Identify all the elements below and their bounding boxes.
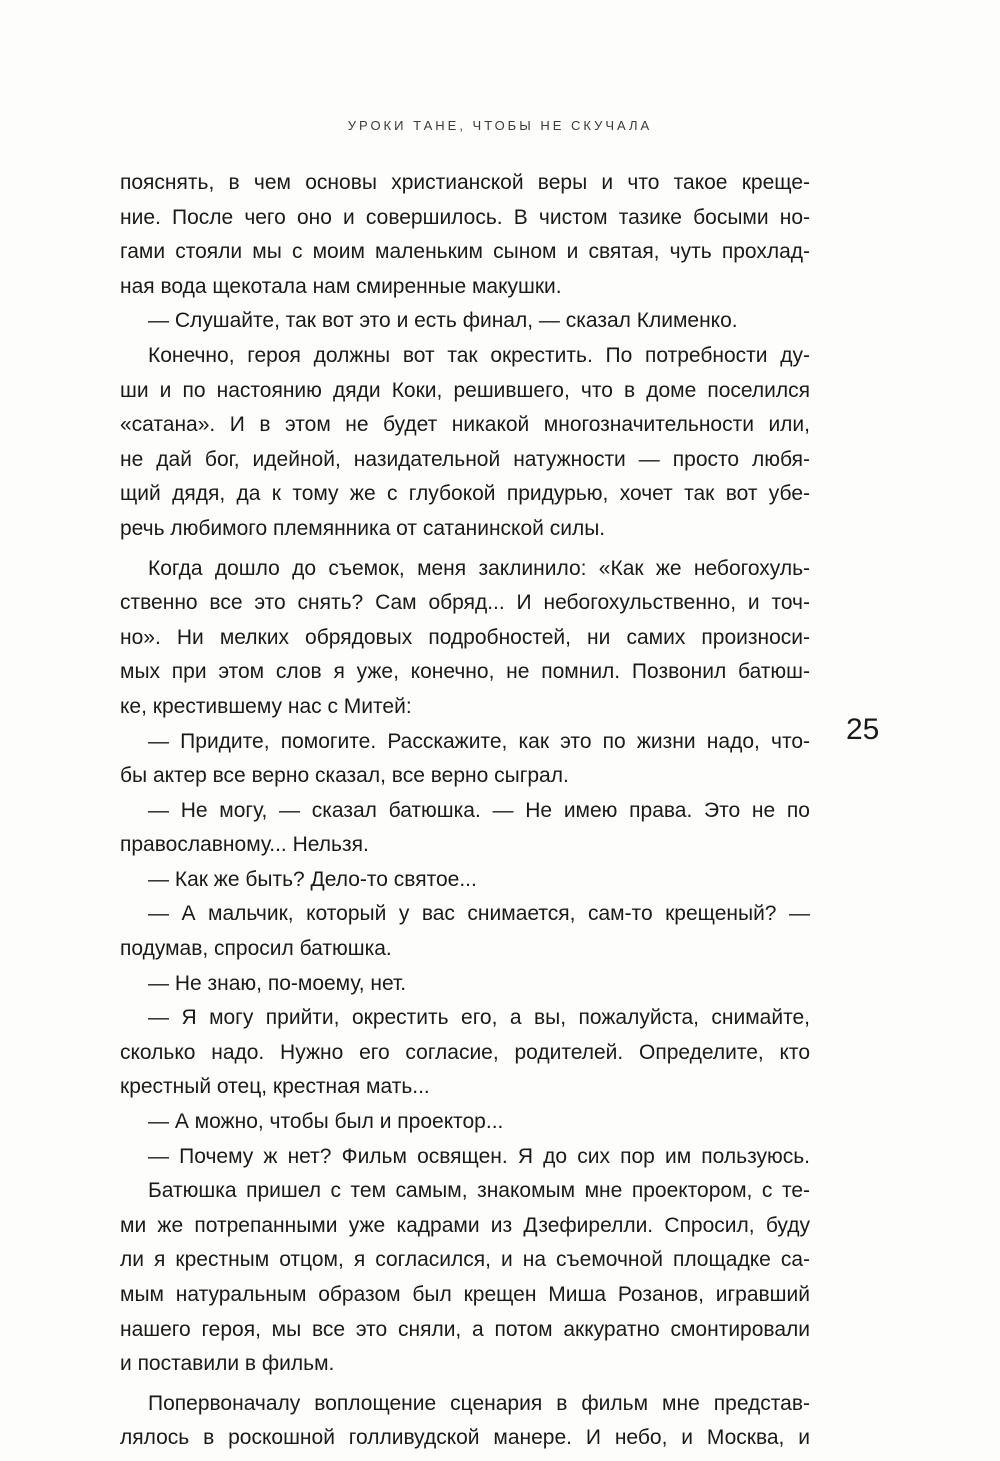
text-line: — А мальчик, который у вас снимается, сам-то крещеный? —: [148, 902, 810, 926]
text-line: Конечно, героя должны вот так окрестить. По потребности ду-: [148, 343, 810, 367]
text-line: бы актер все верно сказал, все верно сыграл.: [120, 764, 569, 788]
text-line: «сатана». И в этом не будет никакой многозначительности или,: [120, 413, 810, 437]
page-number: 25: [846, 713, 880, 746]
text-line: но». Ни мелких обрядовых подробностей, ни самих произноси-: [120, 625, 810, 649]
text-line: — Я могу прийти, окрестить его, а вы, пожалуйста, снимайте,: [148, 1006, 810, 1030]
text-line: и поставили в фильм.: [120, 1352, 335, 1376]
text-line: ке, крестившему нас с Митей:: [120, 694, 412, 718]
text-line: щий дядя, да к тому же с глубокой придурью, хочет так вот убе-: [120, 482, 810, 506]
text-line: речь любимого племянника от сатанинской силы.: [120, 516, 606, 540]
text-line: сколько надо. Нужно его согласие, родителей. Определите, кто: [120, 1040, 810, 1064]
text-line: — Почему ж нет? Фильм освящен. Я до сих пор им пользуюсь.: [148, 1144, 810, 1168]
text-line: мых при этом слов я уже, конечно, не помнил. Позвонил батюш-: [120, 660, 810, 684]
text-line: пояснять, в чем основы христианской веры и что такое креще-: [120, 171, 810, 194]
text-line: ши и по настоянию дяди Коки, решившего, что в доме поселился: [120, 378, 810, 402]
running-head: УРОКИ ТАНЕ, ЧТОБЫ НЕ СКУЧАЛА: [347, 118, 653, 133]
text-line: ние. После чего оно и совершилось. В чистом тазике босыми но-: [120, 205, 810, 229]
text-line: крестный отец, крестная мать...: [120, 1075, 430, 1099]
text-line: Батюшка пришел с тем самым, знакомым мне проектором, с те-: [148, 1179, 810, 1203]
text-line: — Как же быть? Дело-то святое...: [148, 867, 477, 891]
text-line: Попервоначалу воплощение сценария в фильм мне представ-: [148, 1391, 810, 1415]
text-line: православному... Нельзя.: [120, 833, 369, 857]
text-line: гами стояли мы с моим маленьким сыном и святая, чуть прохлад-: [120, 240, 810, 264]
text-line: ми же потрепанными уже кадрами из Дзефирелли. Спросил, буду: [120, 1213, 810, 1237]
text-line: — Придите, помогите. Расскажите, как это по жизни надо, что-: [148, 729, 810, 753]
body-text: [120, 166, 810, 1456]
text-line: — Не могу, — сказал батюшка. — Не имею права. Это не по: [148, 798, 810, 822]
text-line: — Не знаю, по-моему, нет.: [148, 971, 407, 995]
text-line: — Слушайте, так вот это и есть финал, — сказал Клименко.: [148, 309, 738, 333]
text-line: подумав, спросил батюшка.: [120, 937, 392, 961]
text-line: не дай бог, идейной, назидательной натужности — просто любя-: [120, 447, 810, 471]
text-line: ли я крестным отцом, я согласился, и на съемочной площадке са-: [120, 1248, 810, 1272]
text-line: ная вода щекотала нам смиренные макушки.: [120, 274, 562, 298]
text-line: Когда дошло до съемок, меня заклинило: «Как же небогохуль-: [148, 556, 810, 580]
text-line: нашего героя, мы все это сняли, а потом аккуратно смонтировали: [120, 1317, 810, 1341]
text-line: ственно все это снять? Сам обряд... И небогохульственно, и точ-: [120, 591, 810, 615]
text-line: мым натуральным образом был крещен Миша Розанов, игравший: [120, 1283, 810, 1306]
text-line: — А можно, чтобы был и проектор...: [148, 1110, 504, 1134]
text-line: лялось в роскошной голливудской манере. И небо, и Москва, и: [120, 1426, 810, 1450]
